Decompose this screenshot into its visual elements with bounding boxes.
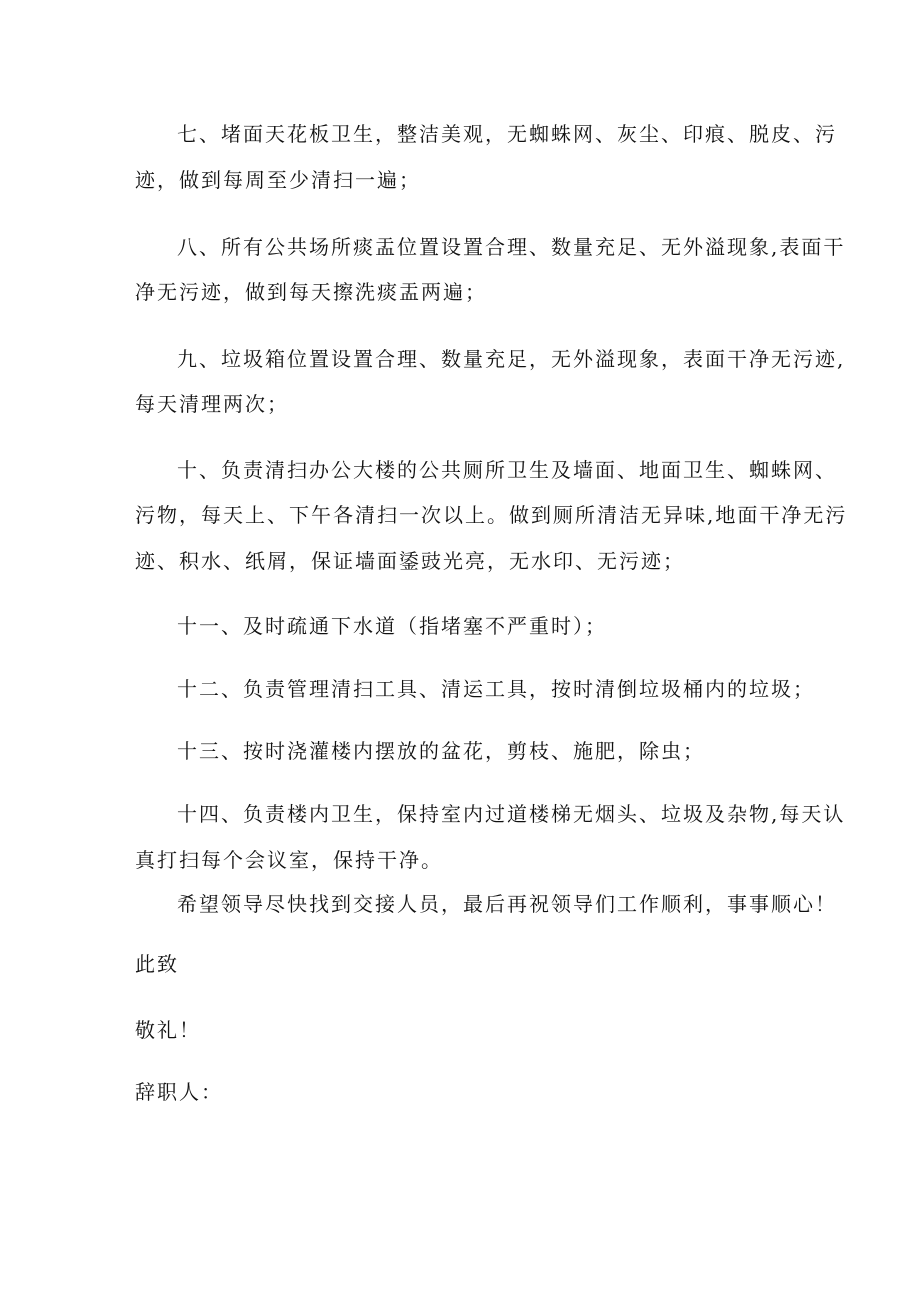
item-10-line-3: 迹、积水、纸屑，保证墙面鋈豉光亮，无水印、无污迹； bbox=[135, 549, 685, 573]
item-7-line-1: 七、堵面天花板卫生，整洁美观，无蜘蛛网、灰尘、印痕、脱皮、污 bbox=[177, 122, 837, 146]
item-14-line-1: 十四、负责楼内卫生，保持室内过道楼梯无烟头、垃圾及杂物,每天认 bbox=[177, 802, 846, 826]
item-10-line-2: 污物，每天上、下午各清扫一次以上。做到厕所清洁无异味,地面干净无污 bbox=[135, 503, 848, 527]
item-12-line-1: 十二、负责管理清扫工具、清运工具，按时清倒垃圾桶内的垃圾； bbox=[177, 677, 815, 701]
salutation-jingli: 敬礼！ bbox=[135, 1018, 201, 1042]
salutation-cizhi: 此致 bbox=[135, 952, 179, 976]
item-9-line-2: 每天清理两次； bbox=[135, 392, 289, 416]
item-9-line-1: 九、垃圾箱位置设置合理、数量充足，无外溢现象，表面干净无污迹, bbox=[177, 347, 846, 371]
signature-label: 辞职人： bbox=[135, 1080, 223, 1104]
item-7-line-2: 迹，做到每周至少清扫一遍； bbox=[135, 168, 421, 192]
item-10-line-1: 十、负责清扫办公大楼的公共厕所卫生及墙面、地面卫生、蜘蛛网、 bbox=[177, 458, 837, 482]
item-13-line-1: 十三、按时浇灌楼内摆放的盆花，剪枝、施肥，除虫； bbox=[177, 739, 705, 763]
item-8-line-1: 八、所有公共场所痰盂位置设置合理、数量充足、无外溢现象,表面干 bbox=[177, 235, 846, 259]
closing-wish: 希望领导尽快找到交接人员，最后再祝领导们工作顺利，事事顺心！ bbox=[177, 892, 837, 916]
item-11-line-1: 十一、及时疏通下水道（指堵塞不严重时）； bbox=[177, 614, 607, 638]
item-14-line-2: 真打扫每个会议室，保持干净。 bbox=[135, 848, 443, 872]
item-8-line-2: 净无污迹，做到每天擦洗痰盂两遍； bbox=[135, 280, 487, 304]
